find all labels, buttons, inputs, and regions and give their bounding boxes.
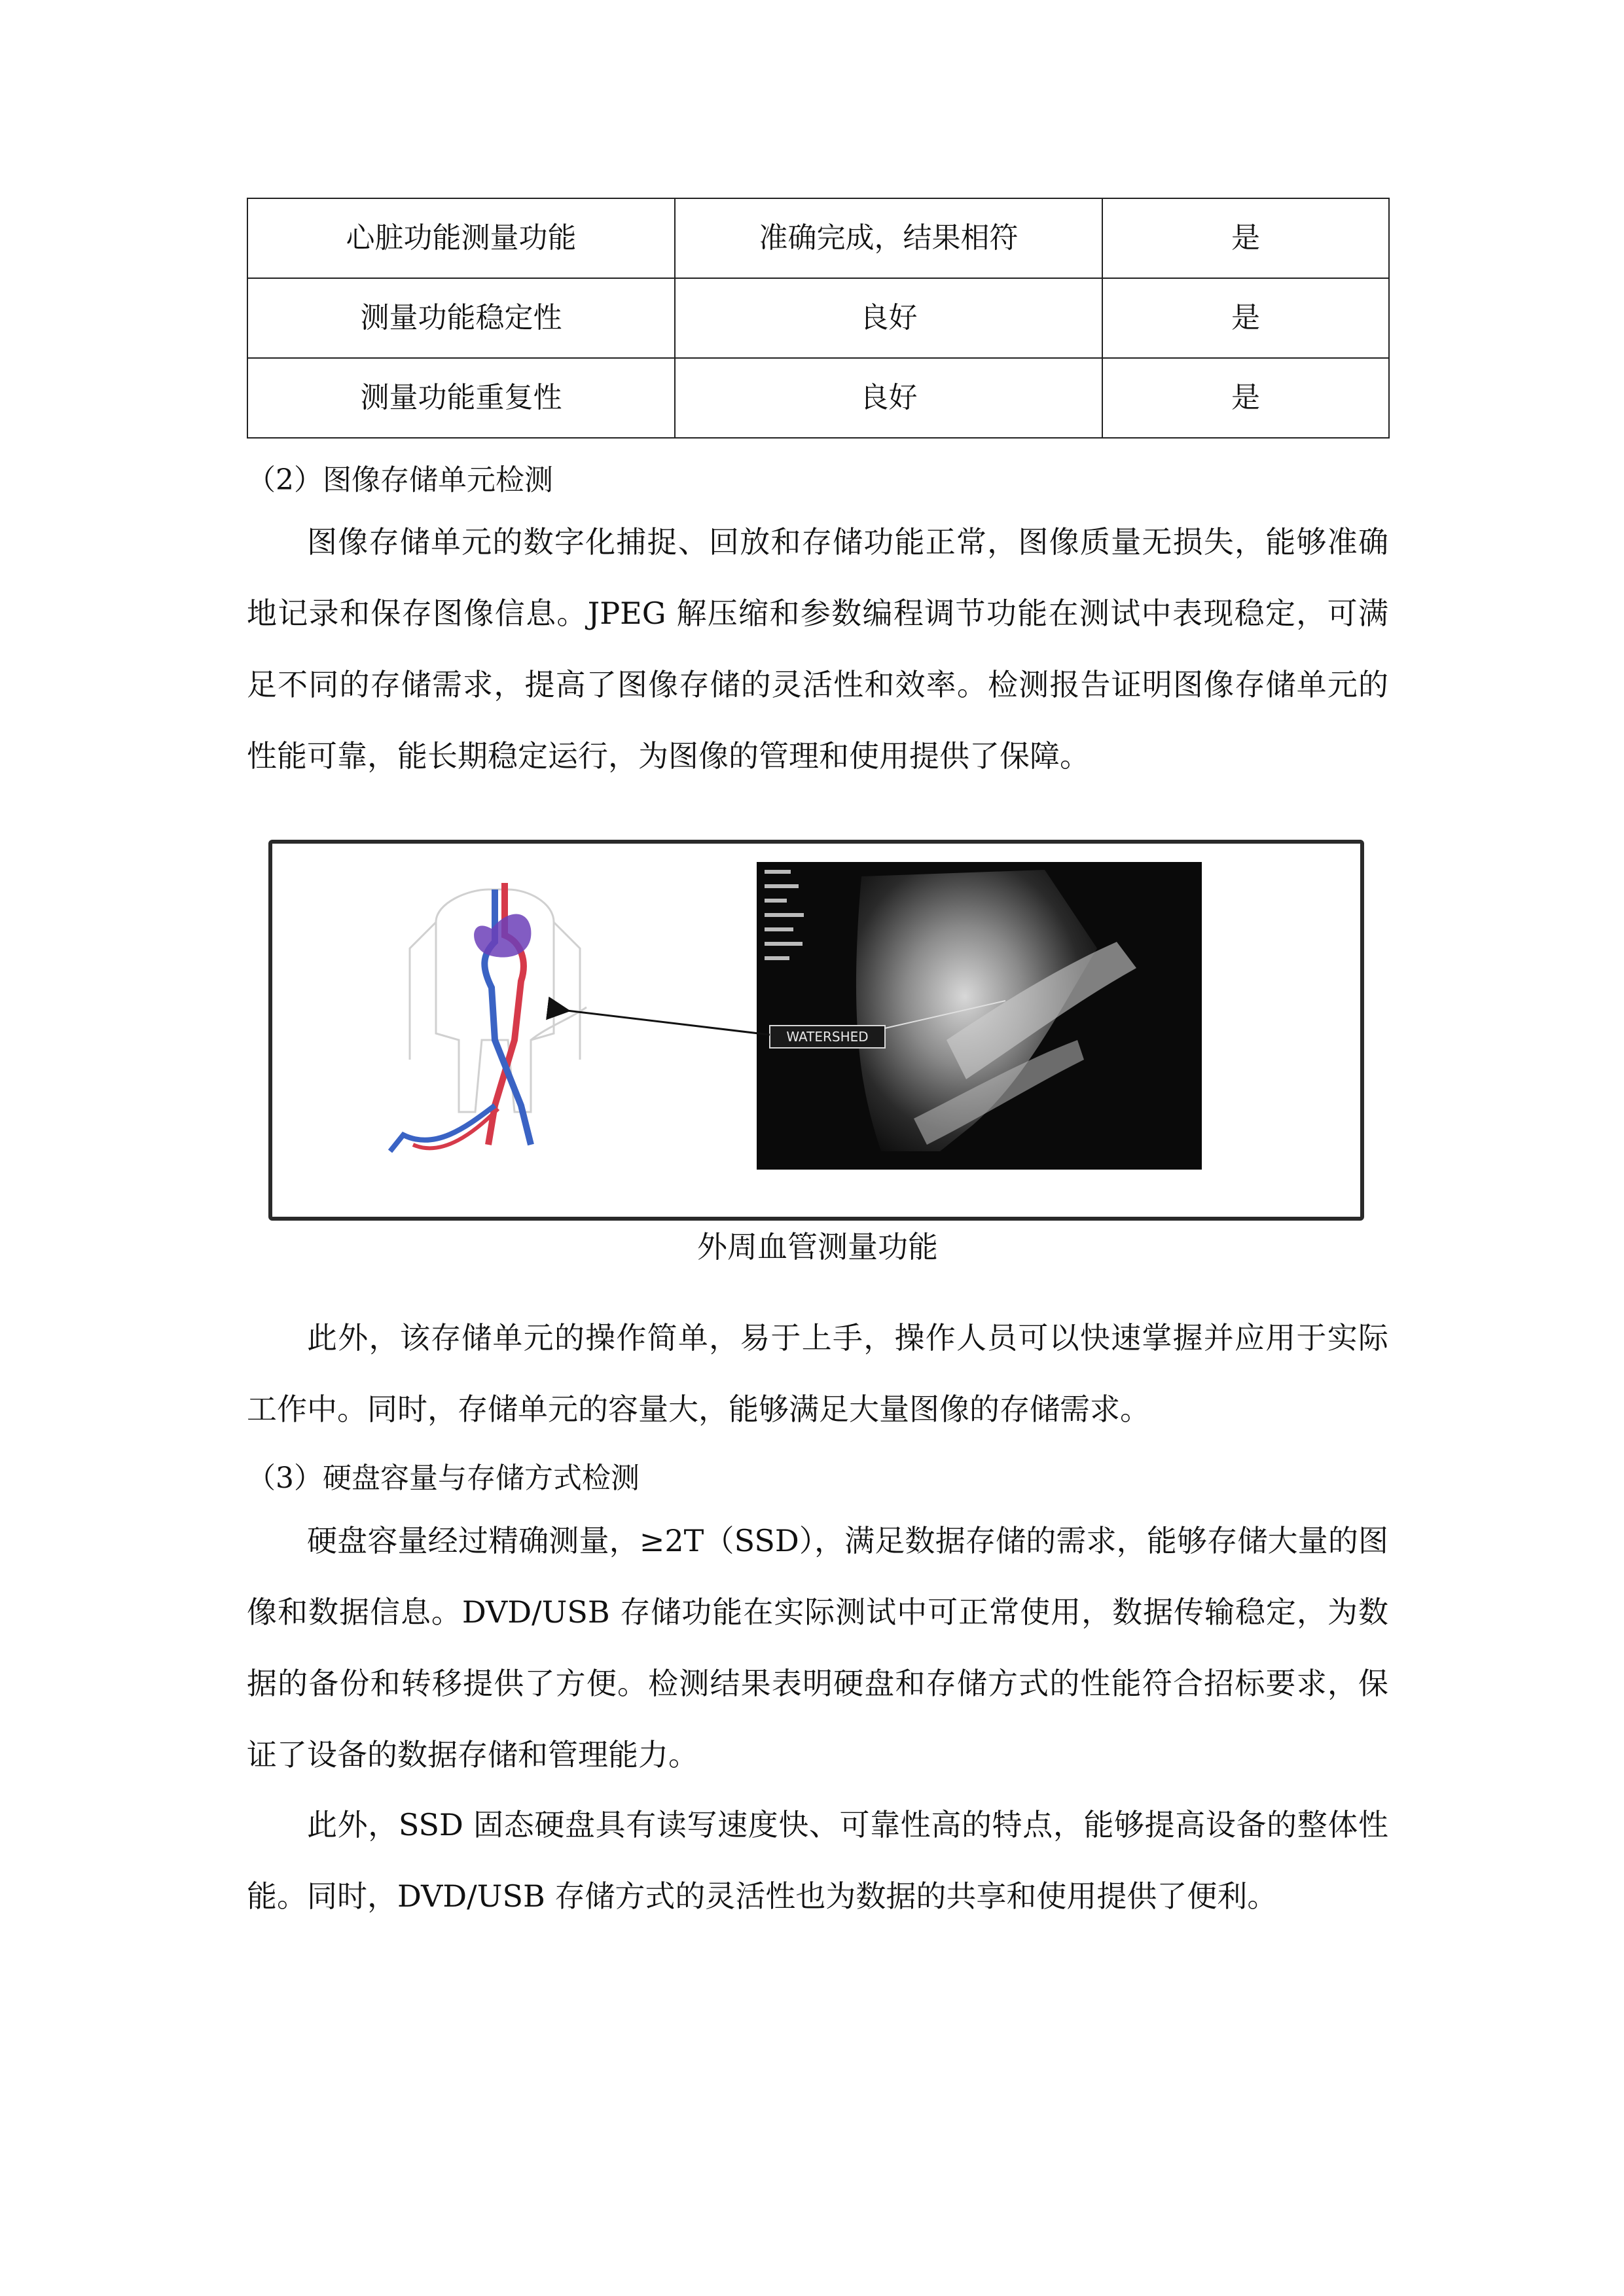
table-row (247, 358, 1389, 438)
body-paragraph: 此外，该存储单元的操作简单，易于上手，操作人员可以快速掌握并应用于实际工作中。同时，存储单元的容量大，能够满足大量图像的存储需求。 (247, 1320, 1388, 1427)
table-cell: 是 (1102, 278, 1389, 358)
table-cell: 是 (1102, 358, 1389, 438)
table-cell: 测量功能重复性 (247, 358, 675, 438)
table-cell: 是 (1102, 198, 1389, 278)
figure-frame (268, 840, 1364, 1221)
body-illustration (390, 883, 586, 1151)
table-row (247, 278, 1389, 358)
watershed-label: WATERSHED (786, 1029, 869, 1045)
vascular-figure (272, 844, 1360, 1217)
table-row (247, 198, 1389, 278)
table-cell: 测量功能稳定性 (247, 278, 675, 358)
body-paragraph: 图像存储单元的数字化捕捉、回放和存储功能正常，图像质量无损失，能够准确地记录和保存图像信息。JPEG 解压缩和参数编程调节功能在测试中表现稳定，可满足不同的存储需求，提高了图像存储的灵活性和效率。检测报告证明图像存储单元的性能可靠，能长期稳定运行，为图像的管理和使用提供了保障。 (247, 524, 1388, 774)
body-paragraph: 硬盘容量经过精确测量，≥2T（SSD），满足数据存储的需求，能够存储大量的图像和数据信息。DVD/USB 存储功能在实际测试中可正常使用，数据传输稳定，为数据的备份和转移提供了方便。检测结果表明硬盘和存储方式的性能符合招标要求，保证了设备的数据存储和管理能力。 (247, 1523, 1388, 1772)
results-table (247, 198, 1390, 439)
ultrasound-image (757, 862, 1202, 1170)
figure-caption: 外周血管测量功能 (697, 1229, 938, 1265)
section-heading: （2）图像存储单元检测 (247, 463, 553, 497)
table-cell: 良好 (675, 358, 1102, 438)
table-cell: 良好 (675, 278, 1102, 358)
pointer-arrow (567, 1011, 770, 1035)
table-cell: 准确完成，结果相符 (675, 198, 1102, 278)
table-cell: 心脏功能测量功能 (247, 198, 675, 278)
body-paragraph: 此外，SSD 固态硬盘具有读写速度快、可靠性高的特点，能够提高设备的整体性能。同时，DVD/USB 存储方式的灵活性也为数据的共享和使用提供了便利。 (247, 1807, 1388, 1914)
section-heading: （3）硬盘容量与存储方式检测 (247, 1462, 640, 1495)
